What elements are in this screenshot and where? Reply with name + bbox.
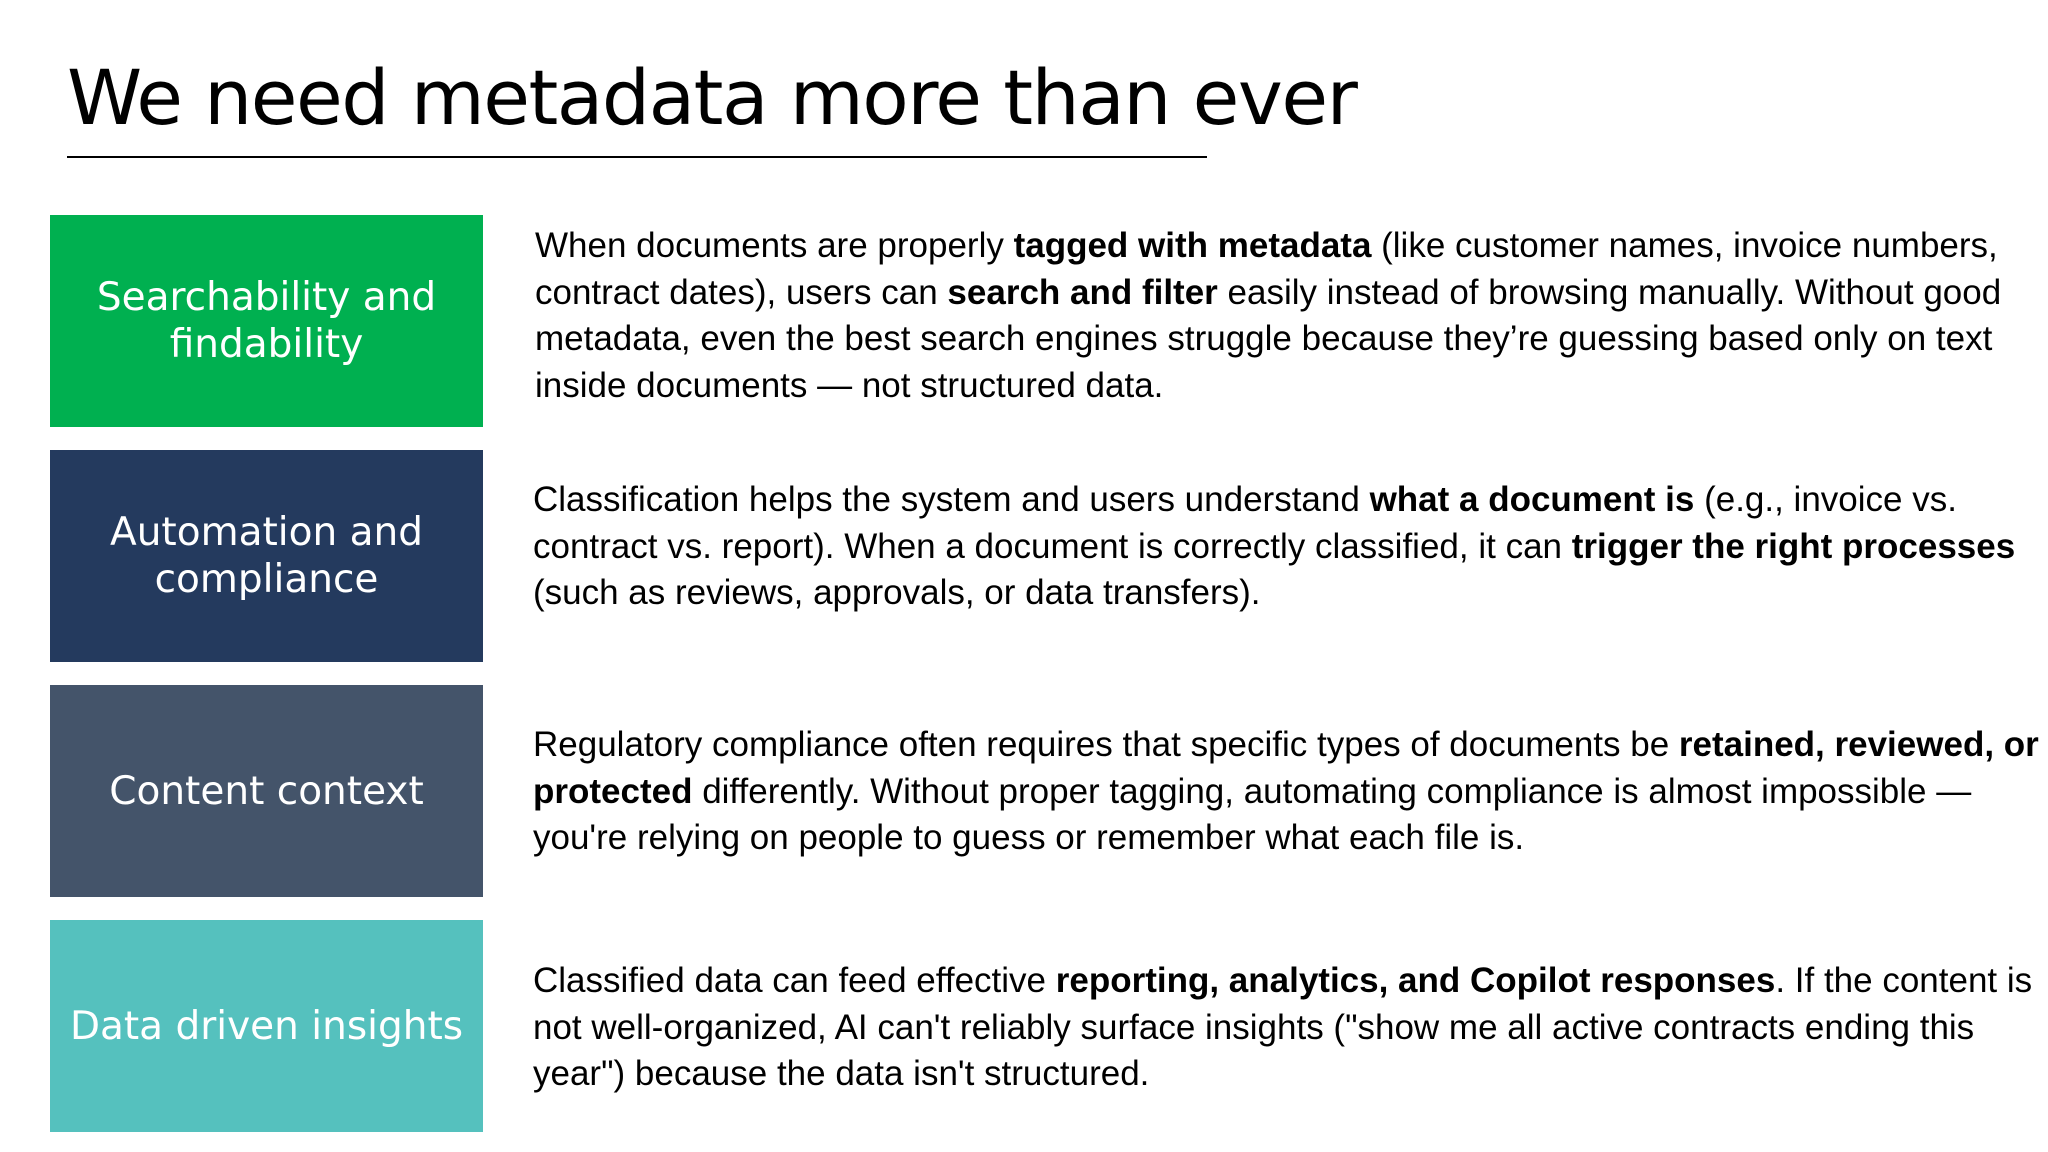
description-data-insights	[533, 958, 2043, 1098]
description-text: (e.g., invoice vs. contract vs. report). When a document is correctly classified, it can	[533, 480, 1957, 566]
description-emphasis: search and filter	[947, 272, 1218, 312]
label-data-insights: Data driven insights	[69, 1003, 464, 1049]
description-emphasis: tagged with metadata	[1013, 226, 1372, 265]
row-content-context	[50, 685, 2039, 897]
description-text: easily instead of browsing manually. Without good metadata, even the best search engines struggle because they’re guessing based only on text inside documents — not structured data.	[535, 272, 2002, 405]
description-emphasis: trigger the right processes	[1571, 526, 2016, 566]
description-emphasis: retained, reviewed, or protected	[533, 725, 2039, 811]
description-text: differently. Without proper tagging, automating compliance is almost impossible — you're relying on people to guess or remember what each file is.	[533, 771, 1972, 857]
description-text: . If the content is not well-organized, AI can't reliably surface insights ("show me all active contracts ending this year") because the data isn't structured.	[533, 961, 2033, 1093]
label-searchability: Searchability and findability	[96, 275, 437, 367]
description-text: Classified data can feed effective	[533, 961, 1056, 1000]
row-searchability	[50, 215, 2000, 427]
description-automation	[533, 477, 2043, 617]
label-automation: Automation and compliance	[110, 510, 423, 602]
description-text: Regulatory compliance often requires that specific types of documents be	[533, 725, 1679, 764]
row-automation	[50, 450, 2016, 662]
description-text: When documents are properly	[535, 226, 1014, 265]
title-underline	[67, 156, 1207, 158]
slide-title: We need metadata more than ever	[67, 53, 1357, 142]
row-data-insights	[50, 920, 2033, 1132]
label-box-automation	[50, 450, 483, 662]
label-box-searchability	[50, 215, 483, 427]
label-content-context: Content context	[109, 768, 424, 814]
description-text: (such as reviews, approvals, or data transfers).	[533, 573, 1261, 612]
label-box-data-insights	[50, 920, 483, 1132]
description-content-context	[533, 722, 2043, 862]
description-searchability	[535, 223, 2045, 409]
description-text: Classification helps the system and users understand	[533, 480, 1370, 519]
label-box-content-context	[50, 685, 483, 897]
description-emphasis: what a document is	[1369, 480, 1695, 519]
description-emphasis: reporting, analytics, and Copilot responses	[1055, 961, 1776, 1000]
description-text: (like customer names, invoice numbers, contract dates), users can	[535, 226, 1998, 312]
